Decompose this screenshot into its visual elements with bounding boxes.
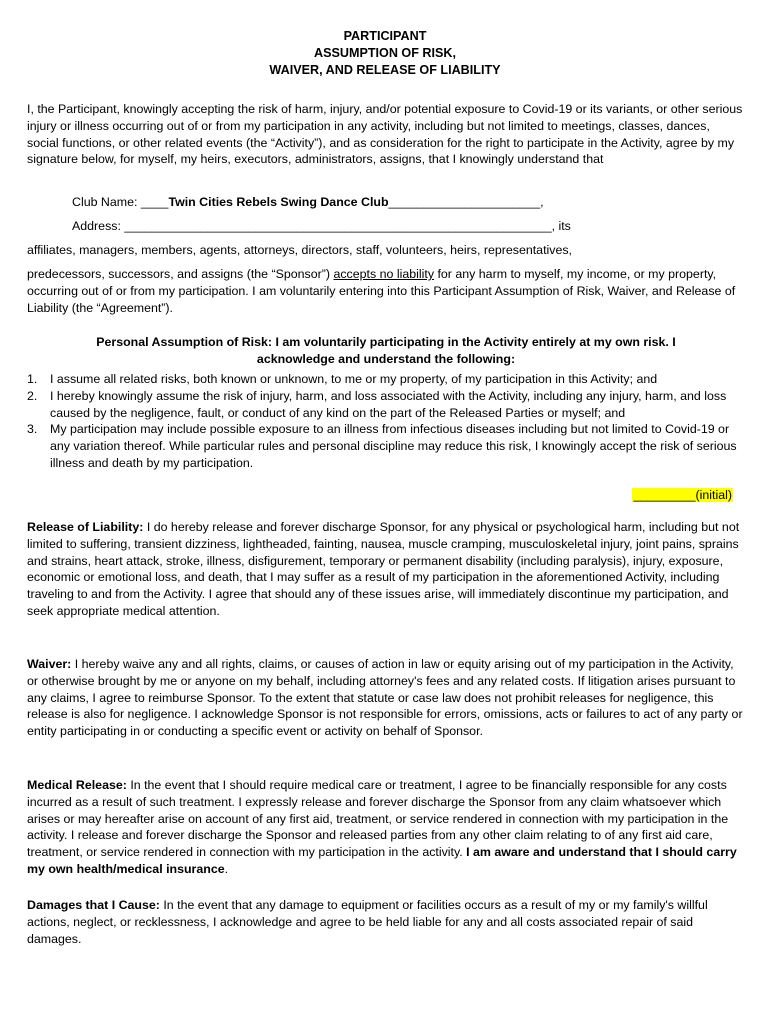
intro-text: I, the Participant, knowingly accepting the risk of harm, injury, and/or potential exposure to Covid-19 or its variants, or other serious injury or illness occurring out of or from my participation in any activity, including but not limited to meetings, classes, dances, social functions, or other related events (the “Activity”), and as consideration for the right to participate in the Activity, agree by my signature below, for myself, my heirs, executors, administrators, assigns, that I knowingly understand that [27, 102, 743, 167]
list-item-number: 1. [27, 372, 38, 386]
assumption-heading-line-1: Personal Assumption of Risk: I am voluntarily participating in the Activity entirely at my own risk. I [96, 335, 676, 349]
medical-period: . [224, 861, 229, 876]
sponsor-text-after: for any harm to myself, my income, or my property, occurring out of or from my participation. I am voluntarily entering into this Participant Assumption of Risk, Waiver, and Release of Liability (the “Agreement”). [27, 267, 736, 315]
medical-insurance-statement: I am aware and understand that I should carry my own health/medical insurance [27, 845, 737, 876]
waiver-text: I hereby waive any and all rights, claims, or causes of action in law or equity arising out of my participation in the Activity, or otherwise brought by me or anyone on my behalf, including attorney's fees and any related costs. If litigation arises pursuant to any claims, I agree to reimburse Sponsor. To the extent that statute or case law does not prohibit releases for negligence, this release is also for negligence. I acknowledge Sponsor is not responsible for errors, omissions, acts or failures to act of any party or entity participating in or conducting a specific event or activity on behalf of Sponsor. [27, 657, 743, 739]
affiliates-text: affiliates, managers, members, agents, attorneys, directors, staff, volunteers, heirs, representatives, [27, 243, 572, 257]
damages-heading: Damages that I Cause: [27, 898, 160, 912]
intro-paragraph [27, 101, 745, 168]
list-item-number: 2. [27, 388, 38, 403]
damages-text-wrap [27, 897, 745, 947]
affiliates-line [27, 242, 745, 259]
release-text: I do hereby release and forever discharge Sponsor, for any physical or psychological harm, including but not limited to suffering, transient dizziness, lightheaded, fainting, nausea, muscle cramping, musculoskeletal injury, joint pains, sprains and strains, heart attack, stroke, illness, disfigurement, temporary or permanent disability (including paralysis), injury, exposure, economic or emotional loss, and death, that I may suffer as a result of my participation in the aforementioned Activity, including traveling to and from the Activity. I agree that should any of these issues arise, will immediately discontinue my participation, and seek appropriate medical attention. [27, 520, 740, 618]
waiver-heading: Waiver: [27, 657, 72, 671]
damages-text: In the event that any damage to equipment or facilities occurs as a result of my or my family's willful actions, neglect, or recklessness, I acknowledge and agree to be held liable for any and all costs associated repair of said damages. [27, 898, 708, 946]
medical-text: In the event that I should require medical care or treatment, I agree to be financially responsible for any costs incurred as a result of such treatment. I expressly release and forever discharge the Sponsor from any claim whatsoever which arises or may hereafter arise on account of any first aid, treatment, or service rendered in connection with my participation in the activity. I release and forever discharge the Sponsor and released parties from any other claim relating to of any first aid care, treatment, or service rendered in connection with my participation in the activity. [27, 778, 729, 860]
address-line [72, 218, 732, 235]
list-item-number: 3. [27, 422, 38, 437]
sponsor-text-before: predecessors, successors, and assigns (the “Sponsor”) [27, 267, 334, 281]
damages-paragraph [27, 897, 745, 947]
list-item [27, 421, 745, 471]
assumption-list [27, 371, 745, 472]
waiver-text-wrap [27, 656, 745, 740]
club-name-suffix: ______________________, [388, 195, 544, 209]
list-item-text: I hereby knowingly assume the risk of injury, harm, and loss associated with the Activity, including any injury, harm, and loss caused by the negligence, fault, or conduct of any kind on the part of the Released Parties or myself; and [50, 388, 727, 420]
list-item-text: My participation may include possible exposure to an illness from infectious diseases including but not limited to Covid-19 or any variation thereof. While particular rules and personal discipline may reduce this risk, I knowingly accept the risk of serious illness and death by my participation. [50, 422, 737, 470]
club-name-prefix: Club Name: ____ [72, 195, 169, 209]
title-line-3: WAIVER, AND RELEASE OF LIABILITY [269, 63, 501, 77]
waiver-paragraph [27, 656, 745, 740]
initial-blank[interactable]: _________(initial) [633, 488, 732, 502]
release-text-wrap [27, 519, 745, 620]
title-line-2: ASSUMPTION OF RISK, [313, 46, 457, 60]
title-line-1: PARTICIPANT [343, 29, 427, 43]
sponsor-paragraph [27, 266, 745, 316]
list-item [27, 388, 745, 422]
address-label: Address: ______________________________________________________________, its [72, 219, 571, 233]
club-name-line [72, 194, 732, 211]
sponsor-text [27, 266, 745, 316]
medical-paragraph [27, 777, 745, 878]
release-paragraph [27, 519, 745, 620]
no-liability-underlined: accepts no liability [333, 267, 435, 281]
medical-text-wrap [27, 777, 745, 878]
document-title [0, 28, 770, 79]
initial-field[interactable] [632, 487, 733, 504]
list-item [27, 371, 745, 388]
assumption-heading [27, 334, 745, 368]
assumption-heading-line-2: acknowledge and understand the following: [256, 351, 516, 366]
list-item-text: I assume all related risks, both known or unknown, to me or my property, of my participation in this Activity; and [50, 372, 658, 386]
release-heading: Release of Liability: [27, 520, 144, 534]
medical-heading: Medical Release: [27, 778, 127, 792]
club-name-value: Twin Cities Rebels Swing Dance Club [168, 195, 389, 209]
